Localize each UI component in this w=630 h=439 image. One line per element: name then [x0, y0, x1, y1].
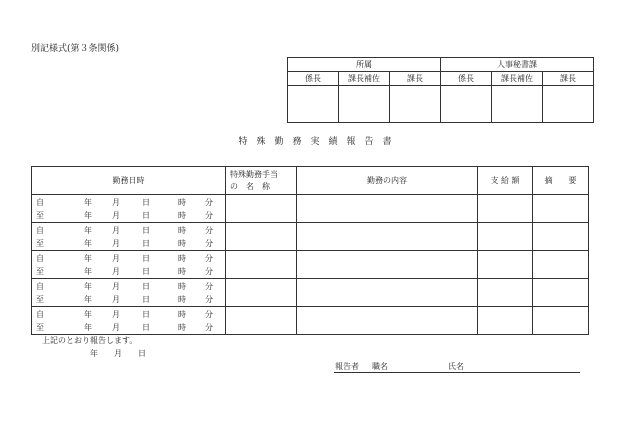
report-table	[31, 166, 589, 335]
work-content-cell[interactable]	[297, 307, 478, 335]
signature-line[interactable]	[334, 372, 580, 373]
document-title: 特 殊 勤 務 実 績 報 告 書	[238, 137, 392, 147]
date-from-line: 自 年 月 日 時 分	[36, 225, 213, 235]
approval-group-affiliation: 所属	[288, 58, 441, 72]
allowance-name-cell[interactable]	[226, 307, 297, 335]
header-allowance-line2: の 名 称	[230, 181, 270, 191]
header-allowance-name	[226, 167, 297, 195]
job-title-label: 職名	[372, 362, 388, 371]
report-statement: 上記のとおり報告します。	[42, 336, 138, 345]
remarks-cell[interactable]	[533, 279, 589, 307]
allowance-name-cell[interactable]	[226, 279, 297, 307]
header-payment-amount: 支 給 額	[478, 167, 533, 195]
header-allowance-line1: 特殊勤務手当	[230, 169, 278, 179]
approval-stamp-cell[interactable]	[492, 86, 543, 123]
work-content-cell[interactable]	[297, 195, 478, 223]
date-to-line: 至 年 月 日 時 分	[36, 238, 213, 248]
work-datetime-cell[interactable]	[32, 223, 226, 251]
remarks-cell[interactable]	[533, 223, 589, 251]
payment-amount-cell[interactable]	[478, 223, 533, 251]
date-to-line: 至 年 月 日 時 分	[36, 266, 213, 276]
date-from-line: 自 年 月 日 時 分	[36, 309, 213, 319]
table-row	[32, 279, 589, 307]
work-datetime-cell[interactable]	[32, 279, 226, 307]
payment-amount-cell[interactable]	[478, 251, 533, 279]
table-row	[32, 251, 589, 279]
payment-amount-cell[interactable]	[478, 307, 533, 335]
approval-role: 課長補佐	[339, 72, 390, 86]
header-work-datetime: 勤務日時	[32, 167, 226, 195]
approval-group-hr-secretary: 人事秘書課	[441, 58, 594, 72]
table-row	[32, 307, 589, 335]
allowance-name-cell[interactable]	[226, 251, 297, 279]
approval-role: 課長補佐	[492, 72, 543, 86]
remarks-cell[interactable]	[533, 251, 589, 279]
work-content-cell[interactable]	[297, 223, 478, 251]
allowance-name-cell[interactable]	[226, 195, 297, 223]
approval-stamp-cell[interactable]	[441, 86, 492, 123]
approval-stamp-cell[interactable]	[543, 86, 594, 123]
approval-role: 係長	[441, 72, 492, 86]
remarks-cell[interactable]	[533, 307, 589, 335]
approval-role: 課長	[390, 72, 441, 86]
reporter-label: 報告者	[335, 362, 359, 371]
work-datetime-cell[interactable]	[32, 307, 226, 335]
header-work-content: 勤務の内容	[297, 167, 478, 195]
remarks-cell[interactable]	[533, 195, 589, 223]
payment-amount-cell[interactable]	[478, 279, 533, 307]
approval-stamp-box	[287, 57, 594, 123]
work-datetime-cell[interactable]	[32, 251, 226, 279]
work-content-cell[interactable]	[297, 251, 478, 279]
approval-stamp-cell[interactable]	[339, 86, 390, 123]
approval-stamp-cell[interactable]	[390, 86, 441, 123]
report-date-line: 年 月 日	[90, 349, 146, 358]
approval-stamp-cell[interactable]	[288, 86, 339, 123]
date-to-line: 至 年 月 日 時 分	[36, 294, 213, 304]
date-to-line: 至 年 月 日 時 分	[36, 322, 213, 332]
name-label: 氏名	[448, 362, 464, 371]
table-row	[32, 223, 589, 251]
date-from-line: 自 年 月 日 時 分	[36, 197, 213, 207]
approval-role: 課長	[543, 72, 594, 86]
work-datetime-cell[interactable]	[32, 195, 226, 223]
table-row	[32, 195, 589, 223]
allowance-name-cell[interactable]	[226, 223, 297, 251]
date-from-line: 自 年 月 日 時 分	[36, 281, 213, 291]
form-reference: 別記様式(第３条関係)	[31, 44, 120, 54]
header-remarks: 摘 要	[533, 167, 589, 195]
payment-amount-cell[interactable]	[478, 195, 533, 223]
approval-role: 係長	[288, 72, 339, 86]
date-from-line: 自 年 月 日 時 分	[36, 253, 213, 263]
date-to-line: 至 年 月 日 時 分	[36, 210, 213, 220]
work-content-cell[interactable]	[297, 279, 478, 307]
